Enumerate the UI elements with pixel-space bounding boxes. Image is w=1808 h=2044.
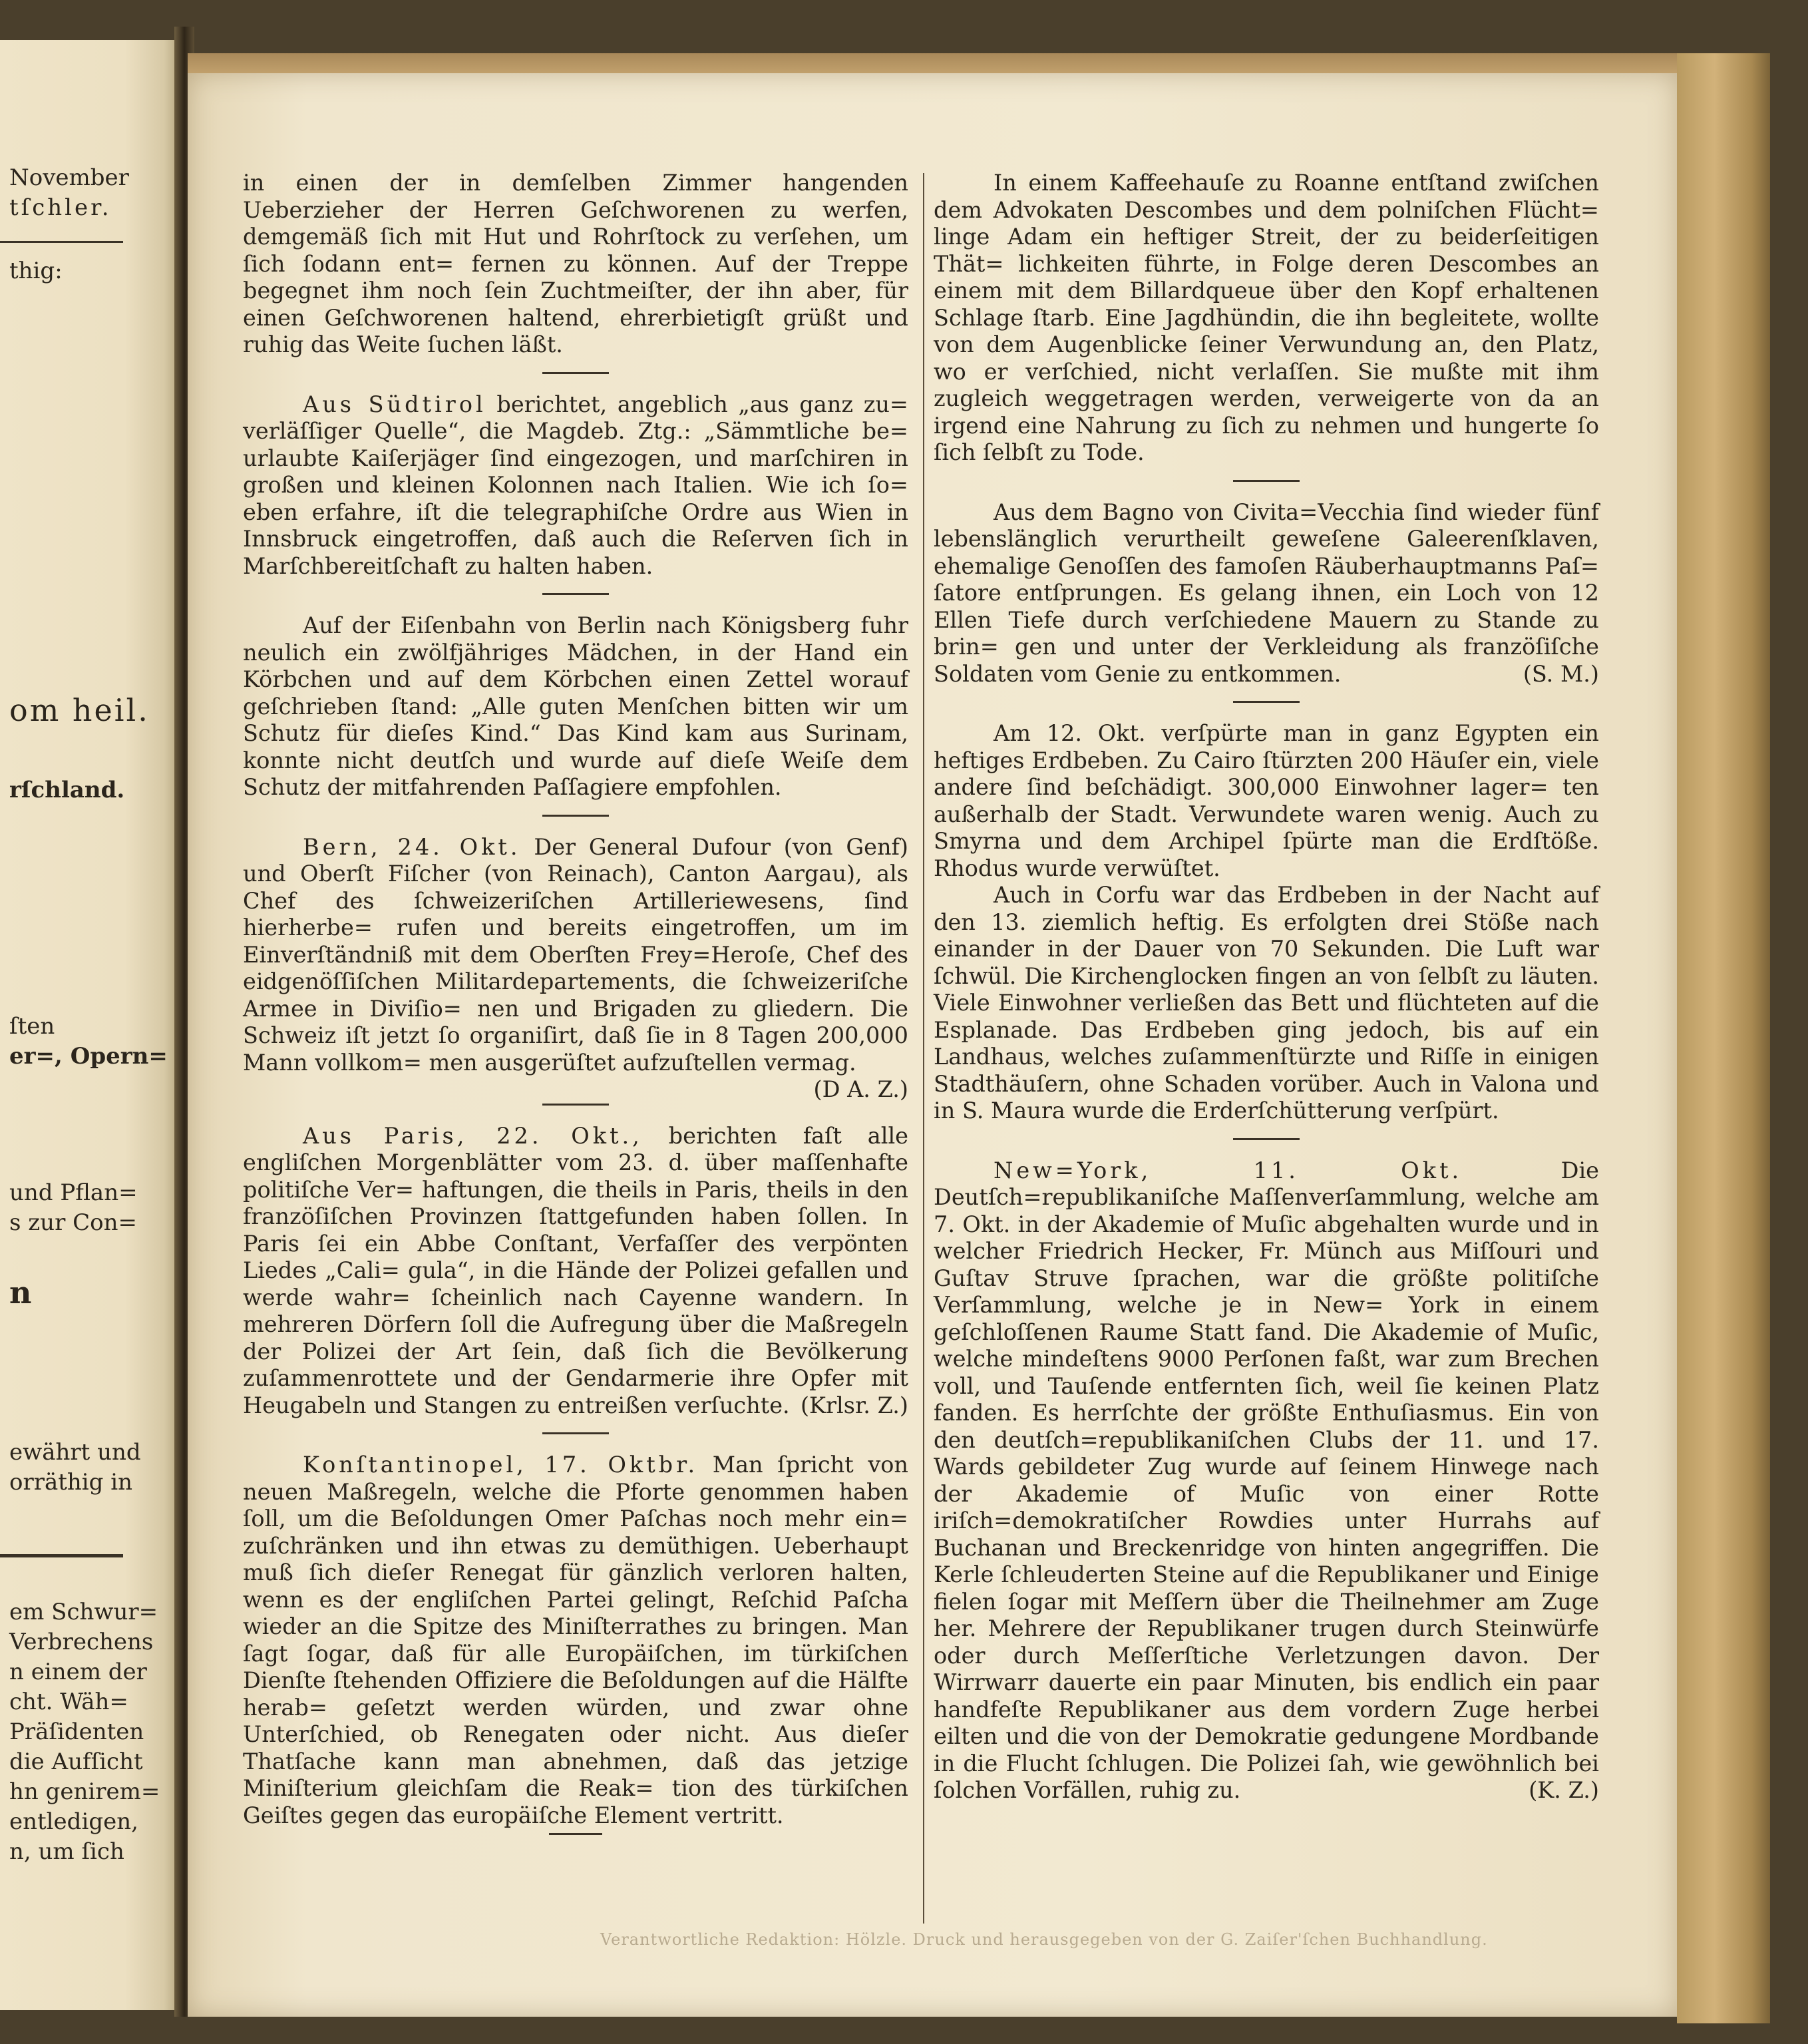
article-source: (Krlsr. Z.): [800, 1392, 908, 1418]
article-divider: [549, 1833, 602, 1835]
article-egypten: [934, 720, 1599, 882]
article-text: Der General Dufour (von Genf) und Oberſt Fiſcher (von Reinach), Canton Aargau), als Chef des ſchweizeriſchen Artilleriewesens, ſind hierherbe= rufen und bereits eingetroffen, um im Einverſtändniß mit dem Oberſten Frey=Heroſe, Chef des eidgenöſſiſchen Militardepartements, die ſchweizeriſche Armee in Diviſio= nen und Brigaden zu gliedern. Die Schweiz iſt jetzt ſo organiſirt, daß ſie in 8 Tagen 200,000 Mann vollkom= men ausgerüſtet aufzuſtellen vermag.: [243, 833, 908, 1076]
article-divider: [542, 1432, 609, 1434]
article-lead: Auf der Eiſenbahn: [303, 612, 516, 638]
article-text: von Berlin nach Königsberg fuhr neulich ein zwölfjähriges Mädchen, in der Hand ein Körbchen und auf dem Körbchen einen Zettel worauf geſchrieben ſtand: „Alle guten Menſchen bitten wir um Schutz für dieſes Kind.“ Das Kind kam aus Surinam, konnte nicht deutſch und wurde auf dieſe Weiſe dem Schutz der mitfahrenden Paſſagiere empfohlen.: [243, 612, 908, 800]
article-divider: [1233, 480, 1300, 482]
newspaper-page: [188, 73, 1677, 2017]
article-lead: Aus Südtirol: [303, 391, 486, 417]
article-lead: In einem Kaffeehauſe zu Roanne: [994, 170, 1380, 196]
article-text: Man ſpricht von neuen Maßregeln, welche die Pforte genommen haben ſoll, um die Beſoldungen Omer Paſchas noch mehr ein= zuſchränken und ihn etwas zu demüthigen. Ueberhaupt muß ſich dieſer Renegat für gänzlich verloren halten, wenn es der engliſchen Partei gelingt, Reſchid Paſcha wieder an die Spitze des Miniſterrathes zu bringen. Man ſagt ſogar, daß für alle Europäiſchen, im türkiſchen Dienſte ſtehenden Offiziere die Beſoldungen auf die Hälfte herab= geſetzt werden würden, und zwar ohne Unterſchied, ob Renegaten oder nicht. Aus dieſer Thatſache kann man abnehmen, daß das jetzige Miniſterium gleichſam die Reak= tion des türkiſchen Geiſtes gegen das europäiſche Element vertritt.: [243, 1452, 909, 1828]
left-column: [243, 170, 908, 1852]
left-page-fragment: rſchland.: [9, 777, 125, 803]
left-page-fragment: er=, Opern=: [9, 1043, 168, 1070]
article-lead: Am 12. Okt.: [994, 720, 1146, 746]
footer-imprint: Verantwortliche Redaktion: Hölzle. Druck und herausgegeben von der G. Zaiſer'ſchen Buchhandlung.: [600, 1930, 1488, 1949]
article-text: berichtet, angeblich „aus ganz zu= verläſſiger Quelle“, die Magdeb. Ztg.: „Sämmtliche be= urlaubte Kaiſerjäger ſind eingezogen, und marſchiren in großen und kleinen Kolonnen nach Italien. Wie ich ſo= eben erfahre, iſt die telegraphiſche Ordre aus Wien in Innsbruck eingetroffen, daß auch die Reſerven ſich in Marſchbereitſchaft zu halten haben.: [243, 391, 908, 579]
left-page-fragment: Verbrechens: [9, 1629, 154, 1655]
article-text: ſind wieder fünf lebenslänglich verurtheilt geweſene Galeerenſklaven, ehemalige Genoſſen des famoſen Räuberhauptmanns Paſ= ſatore entſprungen. Es gelang ihnen, ein Loch von 12 Ellen Tiefe durch verſchiedene Mauern zu Stande zu brin= gen und unter der Verkleidung als franzöſiſche Soldaten vom Genie zu entkommen.: [934, 499, 1599, 687]
article-text: Die Deutſch=republikaniſche Maſſenverſammlung, welche am 7. Okt. in der Akademie of Muſic abgehalten wurde und in welcher Friedrich Hecker, Fr. Münch aus Miſſouri und Guſtav Struve ſprachen, war die größte politiſche Verſammlung, welche je in New= York in einem geſchloſſenen Raume Statt fand. Die Akademie of Muſic, welche mindeſtens 9000 Perſonen faßt, war zum Brechen voll, und Tauſende entfernten ſich, weil ſie keinen Platz fanden. Es herrſchte der größte Enthuſiasmus. Ein von den deutſch=republikaniſchen Clubs der 11. und 17. Wards gebildeter Zug wurde auf ſeinem Hinwege nach der Akademie of Muſic von einer Rotte iriſch=demokratiſcher Rowdies unter Hurrahs auf Buchanan und Breckenridge von hinten angegriffen. Die Kerle ſchleuderten Steine auf die Republikaner und Einige fielen ſogar mit Meſſern über die Theilnehmer am Zuge her. Mehrere der Republikaner trugen durch Steinwürfe oder durch Meſſerſtiche Verletzungen davon. Der Wirrwarr dauerte ein paar Minuten, bis endlich ein paar handfeſte Republikaner aus dem vordern Zuge herbei eilten und die von der Demokratie gedungene Mordbande in die Flucht ſchlugen. Die Polizei ſah, wie gewöhnlich bei ſolchen Vorfällen, ruhig zu.: [934, 1157, 1599, 1803]
left-page-fragment: thig:: [9, 258, 63, 284]
left-page-rule: [0, 241, 123, 243]
article-text: verſpürte man in ganz Egypten ein heftiges Erdbeben. Zu Cairo ſtürzten 200 Häuſer ein, viele andere ſind beſchädigt. 300,000 Einwohner lager= ten außerhalb der Stadt. Verwundete waren wenig. Auch zu Smyrna und dem Archipel ſpürte man die Erdſtöße. Rhodus wurde verwüſtet.: [934, 720, 1599, 881]
left-page-fragment: Präſidenten: [9, 1719, 144, 1745]
article-source: (S. M.): [1523, 660, 1599, 687]
article-lead: Aus Paris, 22. Okt.,: [303, 1122, 643, 1149]
article-source: (D A. Z.): [813, 1076, 908, 1102]
article-eisenbahn: [243, 612, 908, 801]
article-lead: New=York, 11. Okt.: [994, 1157, 1463, 1183]
article-divider: [542, 1104, 609, 1106]
article-divider: [1233, 701, 1300, 703]
article-text: berichten faſt alle engliſchen Morgenblätter vom 23. d. über maſſenhafte politiſche Ver= haftungen, die theils in Paris, theils in den franzöſiſchen Provinzen ſtattgefunden haben ſollen. In Paris ſei ein Abbe Conſtant, Verfaſſer des verpönten Liedes „Cali= gula“, in die Hände der Polizei gefallen und werde wahr= ſcheinlich nach Cayenne wandern. In mehreren Dörfern ſoll die Aufregung über die Maßregeln der Polizei der Art ſein, daß ſich die Bevölkerung zuſammenrottete und der Gendarmerie ihre Opfer mit Heugabeln und Stangen zu entreißen verſuchte.: [243, 1122, 908, 1418]
article-civita-vecchia: [934, 499, 1599, 688]
article-konstantinopel: [243, 1452, 908, 1829]
article-new-york: [934, 1157, 1599, 1804]
previous-page-edge: [0, 40, 178, 2010]
article-text: in einen der in demſelben Zimmer hangenden Ueberzieher der Herren Geſchworenen zu werfen, demgemäß ſich mit Hut und Rohrſtock zu verſehen, um ſich ſodann ent= fernen zu können. Auf der Treppe begegnet ihm noch ſein Zuchtmeiſter, der ihn aber, für einen Geſchworenen haltend, ehrerbietigſt grüßt und ruhig das Weite ſuchen läßt.: [243, 170, 908, 357]
left-page-fragment: ewährt und: [9, 1439, 141, 1466]
column-divider: [923, 173, 924, 1924]
article-roanne: [934, 170, 1599, 467]
left-page-rule: [0, 1554, 123, 1557]
article-bern: [243, 833, 908, 1102]
article-divider: [1233, 1138, 1300, 1140]
left-page-fragment: om heil.: [9, 692, 150, 728]
article-continuation: [243, 170, 908, 359]
article-text: entſtand zwiſchen dem Advokaten Descombes und dem polniſchen Flücht= linge Adam ein heftiger Streit, der zu beiderſeitigen Thät= lichkeiten führte, in Folge deren Descombes an einem mit dem Billardqueue über den Kopf erhaltenen Schlage ſtarb. Eine Jagdhündin, die ihn begleitete, wollte von dem Augenblicke ſeiner Verwundung an, den Platz, wo er verſchied, nicht verlaſſen. Sie mußte mit ihm zugleich weggetragen werden, verweigerte von da an irgend eine Nahrung zu ſich zu nehmen und hungerte ſo ſich ſelbſt zu Tode.: [934, 170, 1599, 465]
article-source: (K. Z.): [1529, 1777, 1599, 1803]
left-page-fragment: n: [9, 1275, 32, 1311]
article-suedtirol: [243, 391, 908, 580]
article-divider: [542, 593, 609, 595]
article-lead: Aus dem Bagno von Civita=Vecchia: [994, 499, 1405, 525]
article-lead: Bern, 24. Okt.: [303, 833, 521, 860]
article-corfu: [934, 882, 1599, 1125]
article-text: war das Erdbeben in der Nacht auf den 13. ziemlich heftig. Es erfolgten drei Stöße nach einander in der Dauer von 70 Sekunden. Die Luft war ſchwül. Die Kirchenglocken fingen an von ſelbſt zu läuten. Viele Einwohner verließen das Bett und flüchteten auf die Esplanade. Das Erdbeben ging jedoch, bis auf ein Landhaus, welches zuſammenſtürzte und Riſſe in einigen Stadthäuſern, ohne Schaden vorüber. Auch in Valona und in S. Maura wurde die Erderſchütterung verſpürt.: [934, 882, 1599, 1124]
left-page-fragment: em Schwur=: [9, 1599, 158, 1625]
left-page-fragment: cht. Wäh=: [9, 1689, 128, 1715]
book-cover-edge: [1677, 53, 1770, 2023]
article-lead: Auch in Corfu: [994, 882, 1160, 908]
left-page-fragment: n, um ſich: [9, 1838, 124, 1865]
article-paris: [243, 1123, 908, 1420]
left-page-fragment: die Aufſicht: [9, 1748, 143, 1775]
left-page-fragment: tſchler.: [9, 194, 112, 221]
article-lead: Konſtantinopel, 17. Oktbr.: [303, 1452, 699, 1478]
left-page-fragment: orräthig in: [9, 1469, 133, 1496]
right-column: [934, 170, 1599, 1804]
left-page-fragment: s zur Con=: [9, 1209, 137, 1236]
left-page-fragment: und Pflan=: [9, 1179, 138, 1206]
article-divider: [542, 815, 609, 817]
left-page-fragment: n einem der: [9, 1659, 147, 1685]
article-divider: [542, 372, 609, 374]
left-page-fragment: hn genirem=: [9, 1778, 160, 1805]
left-page-fragment: November: [9, 164, 129, 191]
left-page-fragment: entledigen,: [9, 1808, 138, 1835]
left-page-fragment: ſten: [9, 1013, 55, 1040]
